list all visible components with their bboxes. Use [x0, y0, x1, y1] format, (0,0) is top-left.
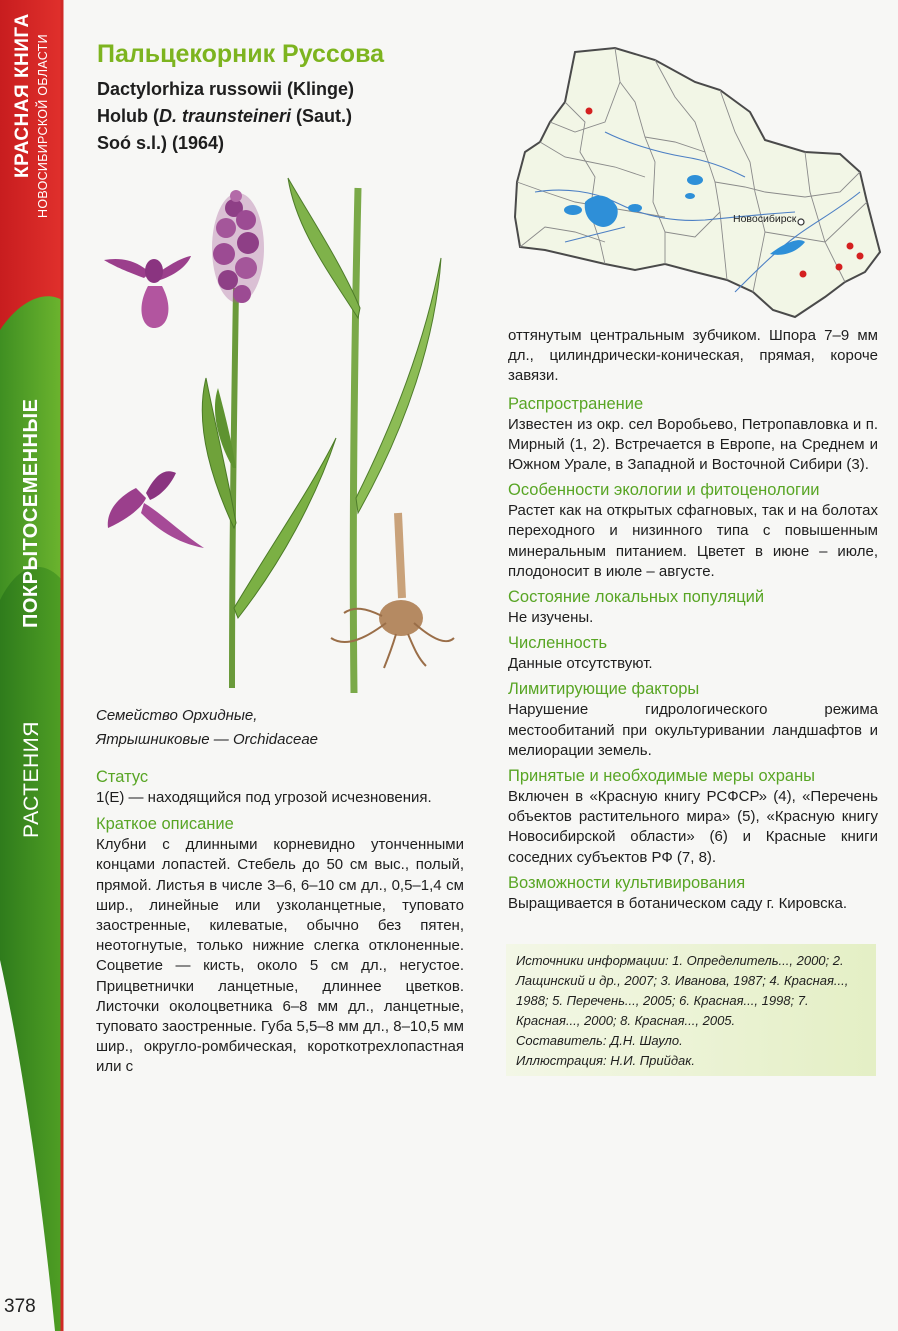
- latin-line-2: Holub (D. traunsteineri (Saut.): [97, 106, 353, 126]
- category-label: РАСТЕНИЯ: [20, 721, 43, 838]
- right-column: [508, 326, 878, 914]
- orchid-illustration: [96, 168, 466, 698]
- flower-front-view: [104, 256, 191, 328]
- left-column: [96, 704, 464, 1078]
- section-label: ПОКРЫТОСЕМЕННЫЕ: [20, 398, 42, 628]
- latin-line-1: Dactylorhiza russowii (Klinge): [97, 79, 355, 99]
- page-number: 378: [4, 1296, 36, 1317]
- ecology-heading: Особенности экологии и фитоценологии: [508, 481, 820, 500]
- latin-line-3: Soó s.l.) (1964): [97, 133, 225, 153]
- book-title: КРАСНАЯ КНИГА: [12, 13, 33, 178]
- protection-text: Включен в «Красную книгу РСФСР» (4), «Перечень объектов растительного мира» (5), «Красную книгу Новосибирской области» (6) и Красные книги соседних субъектов РФ (7, 8).: [508, 788, 878, 866]
- status-heading: Статус: [96, 768, 149, 786]
- limiting-factors-heading: Лимитирующие факторы: [508, 680, 700, 699]
- limiting-factors-text: Нарушение гидрологического режима местообитаний при окультуривании ландшафтов и мелиорации земель.: [508, 701, 878, 759]
- references: Источники информации: 1. Определитель..., 2000; 2. Лащинский и др., 2007; 3. Иванова, 1987; 4. Красная..., 1988; 5. Перечень..., 2005; 6. Красная..., 1998; 7. Красная..., 2000; 8. Красная..., 2005.: [516, 953, 849, 1028]
- side-ribbon: [0, 0, 72, 1331]
- tuber: [331, 513, 454, 668]
- species-title: Пальцекорник Руссова: [97, 40, 385, 68]
- description-continuation: оттянутым центральным зубчиком. Шпора 7–9 мм дл., цилиндрически-коническая, прямая, короче завязи.: [508, 327, 878, 385]
- distribution-map: [505, 42, 885, 324]
- description-heading: Краткое описание: [96, 815, 234, 834]
- city-marker: [798, 219, 804, 225]
- status-text: 1(E) — находящийся под угрозой исчезновения.: [96, 789, 432, 806]
- species-latin-name: [97, 76, 437, 157]
- abundance-text: Данные отсутствуют.: [508, 655, 653, 673]
- inflorescence: [212, 190, 264, 303]
- protection-heading: Принятые и необходимые меры охраны: [508, 767, 816, 786]
- flower-side-view: [108, 471, 204, 548]
- cultivation-text: Выращивается в ботаническом саду г. Кировска.: [508, 894, 848, 912]
- description-text: Клубни с длинными корневидно утонченными концами лопастей. Стебель до 50 см выс., полый, прямой. Листья в числе 3–6, 6–10 см дл., 0,5–1,4 см шир., линейные или узколанцетные, туповато заостренные, килеватые, обычно без пятен, неотогнутые, только нижние слегка отклоненные. Соцветие — кисть, около 5 см дл., негустое. Прицветнички ланцетные, длиннее цветков. Листочки околоцветника 6–8 мм дл., ланцетные, туповато заостренные. Губа 5,5–8 мм дл., 8–10,5 мм шир., округло-ромбическая, короткотрехлопастная или с: [96, 836, 464, 1076]
- illustrator: Иллюстрация: Н.И. Прийдак.: [516, 1053, 696, 1068]
- cultivation-heading: Возможности культивирования: [508, 873, 746, 892]
- distribution-heading: Распространение: [508, 394, 644, 413]
- populations-heading: Состояние локальных популяций: [508, 588, 765, 607]
- abundance-heading: Численность: [508, 634, 608, 653]
- ecology-text: Растет как на открытых сфагновых, так и на болотах переходного и низинного типа с повышенным минеральным питанием. Цветет в июне – июле, плодоносит в июле – августе.: [508, 502, 878, 580]
- city-label: Новосибирск: [733, 213, 797, 225]
- distribution-text: Известен из окр. сел Воробьево, Петропавловка и п. Мирный (1, 2). Встречается в Европе, на Среднем и Южном Урале, в Западной и Восточной Сибири (3).: [508, 415, 878, 474]
- book-subtitle: НОВОСИБИРСКОЙ ОБЛАСТИ: [36, 34, 50, 218]
- sources-box: [506, 944, 876, 1076]
- populations-text: Не изучены.: [508, 609, 594, 627]
- compiler: Составитель: Д.Н. Шауло.: [516, 1033, 683, 1048]
- family-name: Семейство Орхидные, Ятрышниковые — Orchidaceae: [96, 707, 319, 748]
